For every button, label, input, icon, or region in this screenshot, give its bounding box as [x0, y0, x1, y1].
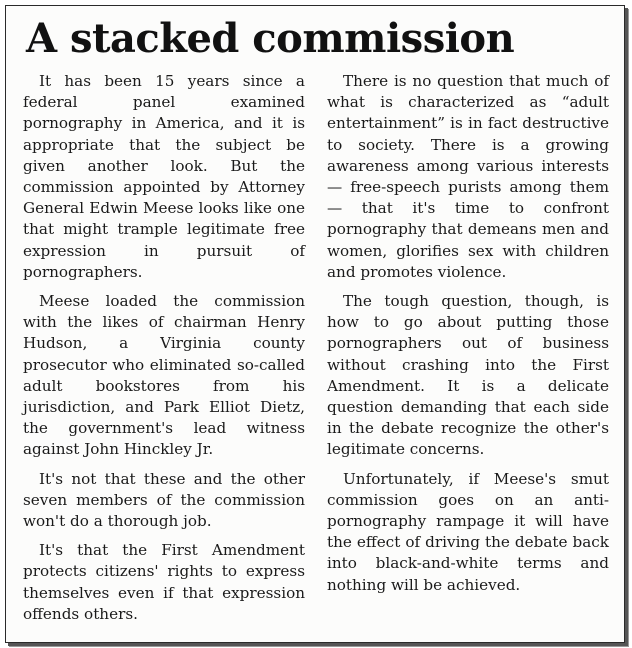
paragraph: Meese loaded the commission with the likes of chairman Henry Hudson, a Virginia county prosecutor who eliminated so-called adult bookstores from his jurisdiction, and Park Elliot Dietz, the government's lead witness against John Hinckley Jr.: [23, 292, 305, 459]
paragraph: It's not that these and the other seven members of the commission won't do a thorough job.: [23, 469, 305, 531]
newspaper-clipping: [5, 5, 625, 643]
paragraph: The tough question, though, is how to go about putting those pornographers out of business without crashing into the First Amendment. It is a delicate question demanding that each side in the debate recognize the other's legitimate concerns.: [327, 292, 609, 459]
paragraph: There is no question that much of what is characterized as “adult entertainment” is in fact destructive to society. There is a growing awareness among various interests — free-speech purists among them — that it's time to confront pornography that demeans men and women, glorifies sex with children and promotes violence.: [327, 72, 609, 281]
paragraph: Unfortunately, if Meese's smut commission goes on an anti-pornography rampage it will have the effect of driving the debate back into black-and-white terms and nothing will be achieved.: [327, 469, 609, 594]
paragraph: It has been 15 years since a federal panel examined pornography in America, and it is appropriate that the subject be given another look. But the commission appointed by Attorney General Edwin Meese looks like one that might trample legitimate free expression in pursuit of pornographers.: [23, 72, 305, 281]
headline: A stacked commission: [26, 15, 515, 62]
paragraph: It's that the First Amendment protects citizens' rights to express themselves even if that expression offends others.: [23, 541, 305, 623]
right-column: [327, 71, 609, 604]
left-column: [23, 71, 305, 633]
